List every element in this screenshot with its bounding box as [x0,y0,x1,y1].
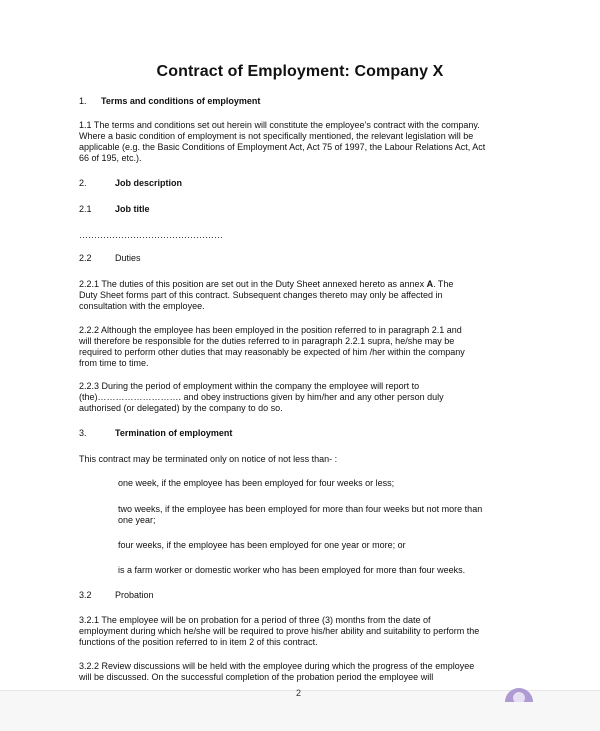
document-title: Contract of Employment: Company X [156,63,444,80]
section-2-2-heading: Duties [115,253,141,263]
section-3-2-heading: Probation [115,590,154,600]
section-1-number: 1. [79,96,87,106]
notice-option: one year; [118,515,156,525]
clause-2-2-2-line: 2.2.2 Although the employee has been employed in the position referred to in paragraph 2.1 and [79,325,462,335]
clause-2-2-3-line: authorised (or delegated) by the company to do so. [79,403,283,413]
clause-2-2-3-line: (the)………………………. and obey instructions given by him/her and any other person duly [79,392,444,402]
section-3-heading: Termination of employment [115,428,233,438]
clause-2-2-3-line: 2.2.3 During the period of employment within the company the employee will report to [79,381,420,391]
clause-2-2-1-line: consultation with the employee. [79,301,205,311]
clause-2-2-2-line: will therefore be responsible for the duties referred to in paragraph 2.2.1 supra, he/she may be [79,336,455,346]
job-title-blank: ………………………………………… [79,230,223,240]
clause-1-1-line: applicable (e.g. the Basic Conditions of Employment Act, Act 75 of 1997, the Labour Relations Act, Act [79,142,486,152]
section-1-heading: Terms and conditions of employment [101,96,261,106]
section-2-1-heading: Job title [115,204,150,214]
termination-intro: This contract may be terminated only on notice of not less than- : [79,454,338,464]
section-2-number: 2. [79,178,87,188]
notice-option: two weeks, if the employee has been employed for more than four weeks but not more than [118,504,483,514]
clause-2-2-1-line [79,279,453,290]
clause-2-2-1-line: Duty Sheet forms part of this contract. Subsequent changes thereto may only be affected in [79,290,443,300]
notice-option: is a farm worker or domestic worker who has been employed for more than four weeks. [118,565,466,575]
section-2-1-number: 2.1 [79,204,92,214]
clause-3-2-1-line: employment during which he/she will be required to prove his/her ability and suitability to perform the [79,626,480,636]
page-number: 2 [296,688,302,698]
clause-2-2-2-line: required to perform other duties that may reasonably be expected of him /her within the company [79,347,465,357]
annex-label: A [426,279,434,289]
clause-1-1-line: 66 of 195, etc.). [79,153,142,163]
section-2-2-number: 2.2 [79,253,92,263]
clause-1-1-line: 1.1 The terms and conditions set out herein will constitute the employee’s contract with the company. [79,120,480,130]
notice-option: four weeks, if the employee has been employed for one year or more; or [118,540,406,550]
section-3-number: 3. [79,428,87,438]
chat-icon-highlight [513,692,525,702]
clause-3-2-2-line: will be discussed. On the successful completion of the probation period the employee will [79,672,434,682]
clause-3-2-1-line: 3.2.1 The employee will be on probation for a period of three (3) months from the date of [79,615,431,625]
clause-3-2-1-line: functions of the position referred to in item 2 of this contract. [79,637,318,647]
clause-2-2-2-line: from time to time. [79,358,149,368]
clause-2-2-1-text-end: . The [433,279,454,289]
clause-2-2-1-text: 2.2.1 The duties of this position are set out in the Duty Sheet annexed hereto as annex [79,279,427,289]
notice-option: one week, if the employee has been employed for four weeks or less; [118,478,395,488]
section-3-2-number: 3.2 [79,590,92,600]
clause-3-2-2-line: 3.2.2 Review discussions will be held with the employee during which the progress of the employee [79,661,475,671]
clause-1-1-line: Where a basic condition of employment is not specifically mentioned, the relevant legislation will be [79,131,474,141]
section-2-heading: Job description [115,178,183,188]
